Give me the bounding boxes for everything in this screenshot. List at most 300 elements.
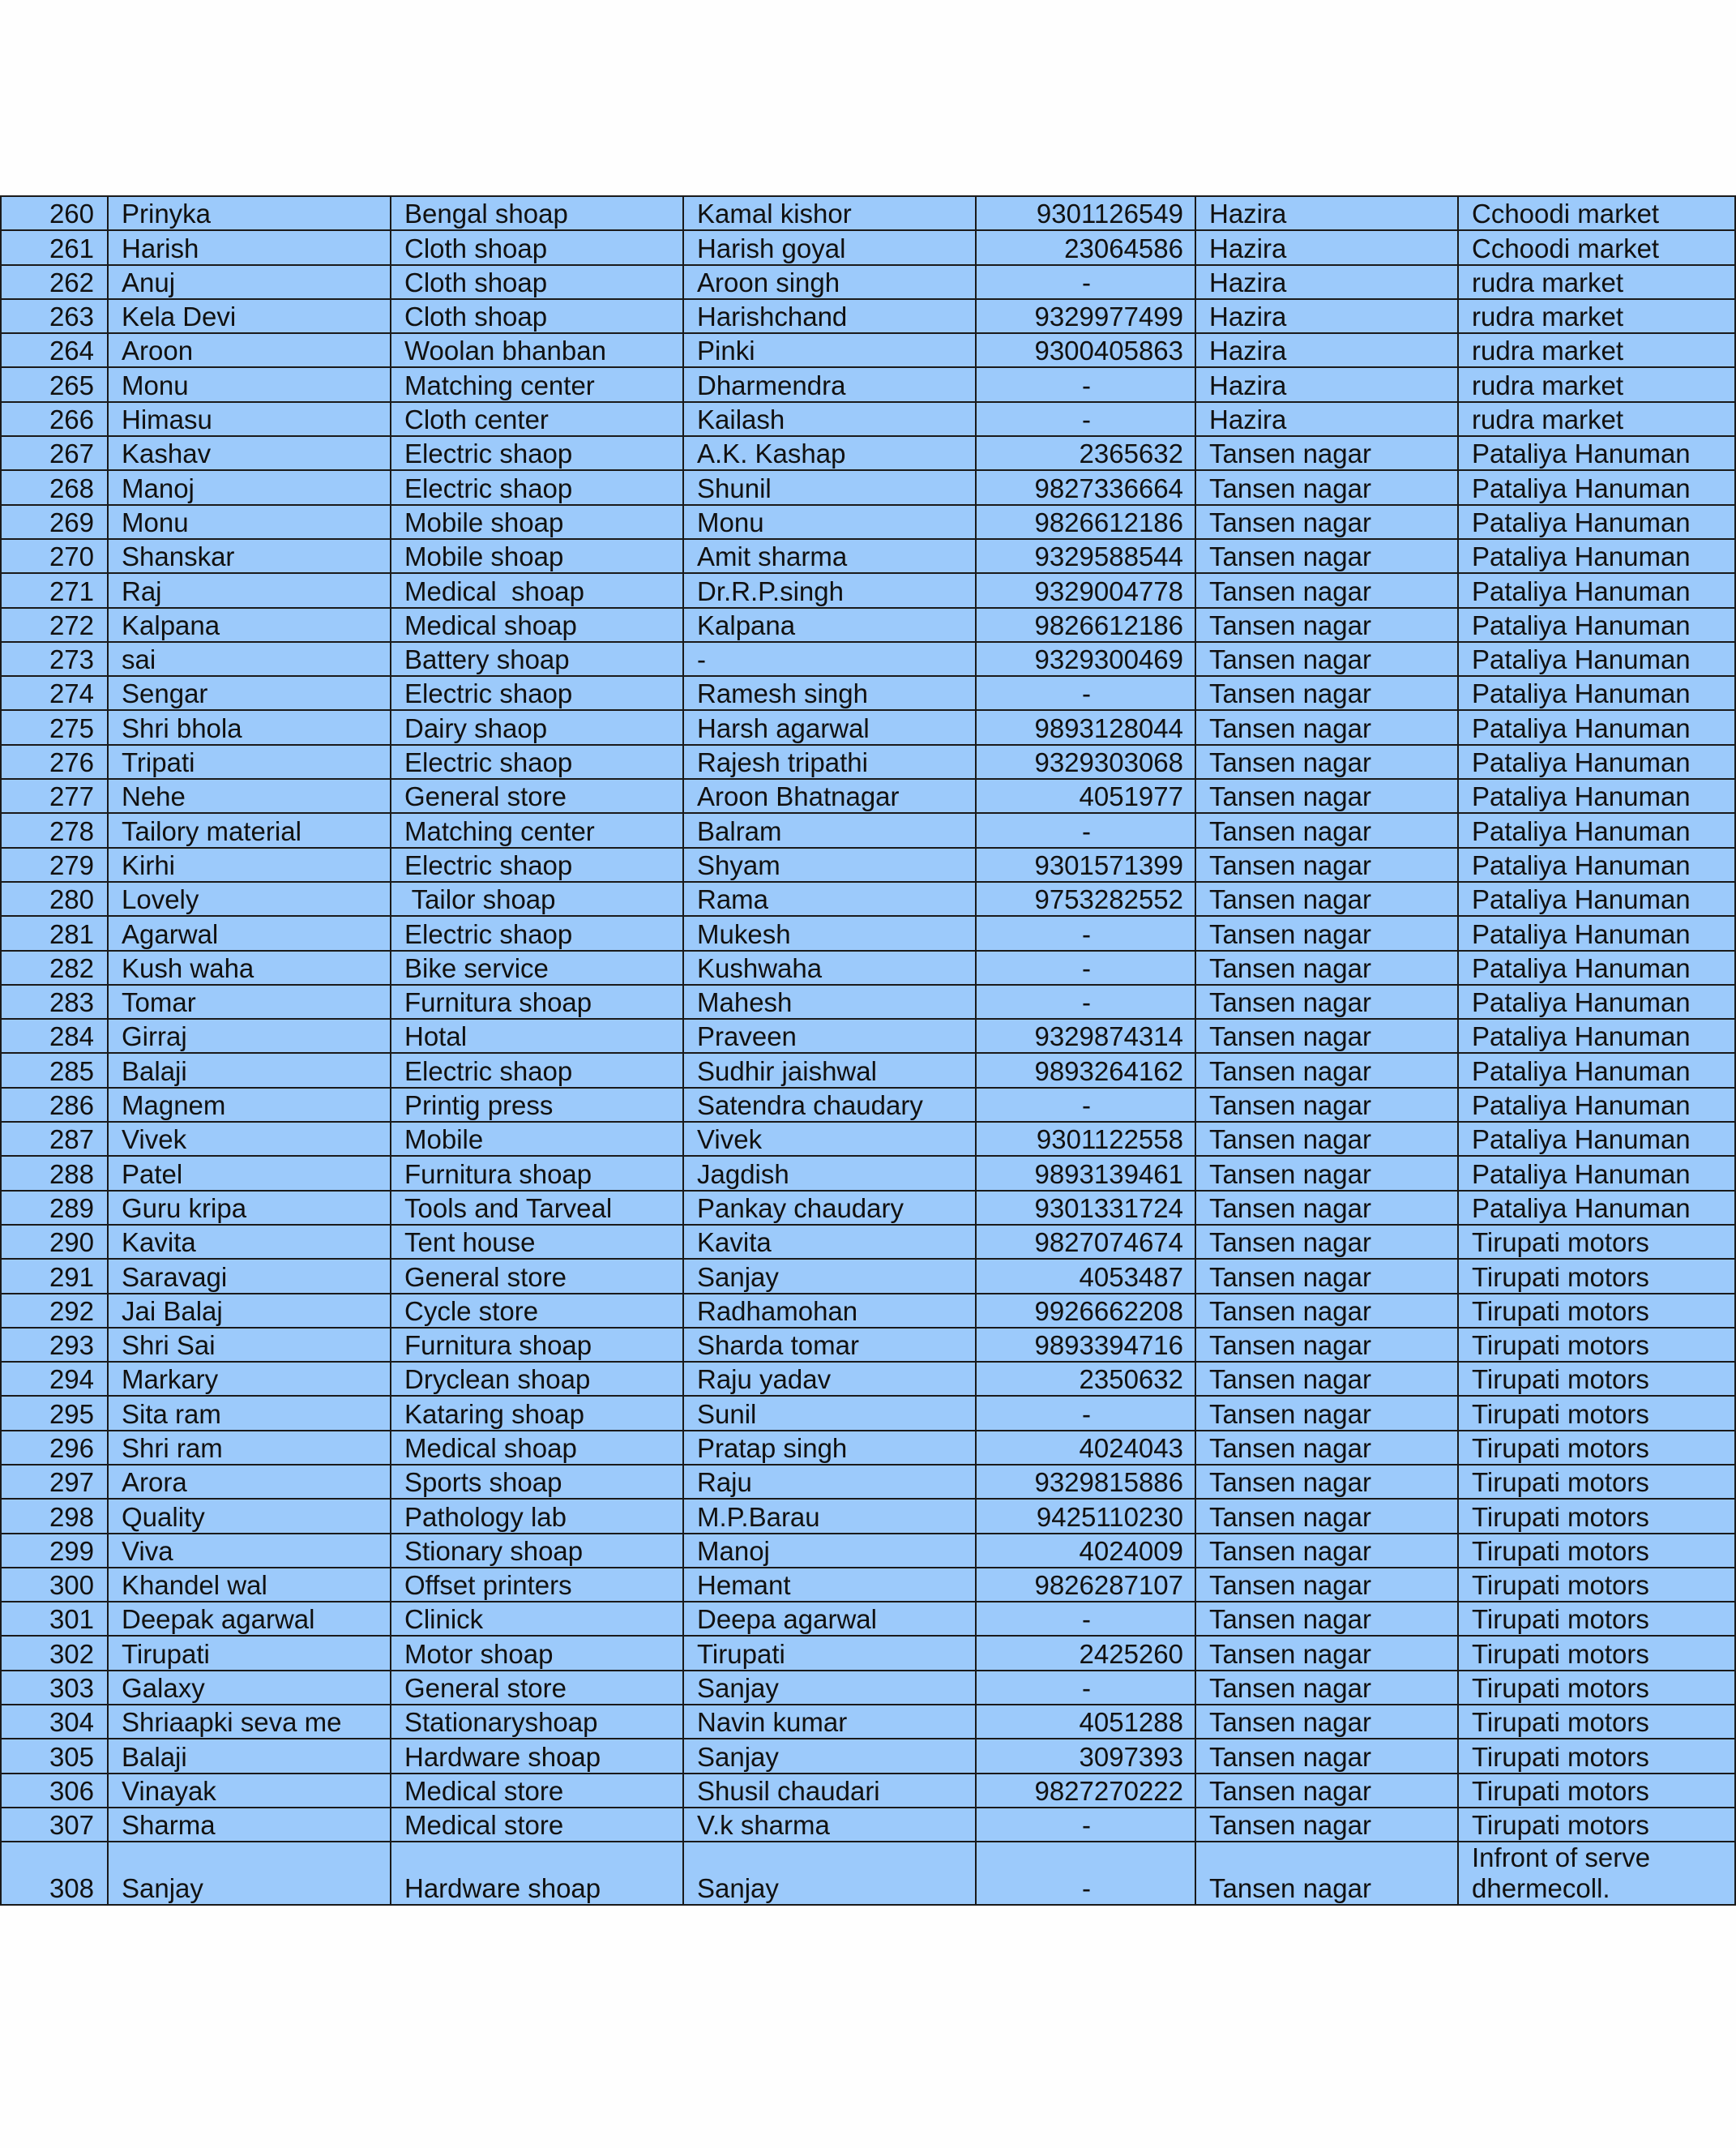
owner-name-cell: Sanjay [683, 1739, 976, 1773]
landmark-cell: Pataliya Hanuman [1458, 1053, 1735, 1087]
owner-name-cell: Kushwaha [683, 951, 976, 985]
shop-type-cell: Mobile shoap [391, 539, 683, 573]
serial-number-cell: 296 [1, 1431, 108, 1465]
landmark-cell: Tirupati motors [1458, 1534, 1735, 1568]
serial-number-cell: 268 [1, 470, 108, 504]
landmark-cell: Pataliya Hanuman [1458, 882, 1735, 916]
owner-name-cell: Pratap singh [683, 1431, 976, 1465]
landmark-cell: Tirupati motors [1458, 1808, 1735, 1842]
area-cell: Tansen nagar [1195, 1294, 1458, 1328]
shop-type-cell: Medical shoap [391, 573, 683, 607]
phone-number-cell: 9301331724 [976, 1191, 1195, 1225]
owner-name-cell: Raju [683, 1465, 976, 1499]
shop-name-cell: Kavita [108, 1225, 391, 1259]
shop-type-cell: Medical shoap [391, 1431, 683, 1465]
landmark-cell: rudra market [1458, 333, 1735, 367]
shop-type-cell: Furnitura shoap [391, 985, 683, 1019]
owner-name-cell: Sanjay [683, 1259, 976, 1293]
serial-number-cell: 283 [1, 985, 108, 1019]
area-cell: Tansen nagar [1195, 779, 1458, 813]
table-row [1, 1396, 1735, 1430]
owner-name-cell: Kavita [683, 1225, 976, 1259]
serial-number-cell: 286 [1, 1088, 108, 1122]
area-cell: Tansen nagar [1195, 436, 1458, 470]
serial-number-cell: 277 [1, 779, 108, 813]
area-cell: Tansen nagar [1195, 848, 1458, 882]
shop-name-cell: Himasu [108, 402, 391, 436]
owner-name-cell: Tirupati [683, 1636, 976, 1670]
serial-number-cell: 295 [1, 1396, 108, 1430]
table-row [1, 436, 1735, 470]
landmark-cell: rudra market [1458, 265, 1735, 299]
serial-number-cell: 293 [1, 1328, 108, 1362]
phone-number-cell: - [976, 813, 1195, 847]
shop-name-cell: Sharma [108, 1808, 391, 1842]
shop-name-cell: Kirhi [108, 848, 391, 882]
owner-name-cell: Hemant [683, 1568, 976, 1602]
owner-name-cell: Harishchand [683, 299, 976, 333]
shop-name-cell: Nehe [108, 779, 391, 813]
serial-number-cell: 290 [1, 1225, 108, 1259]
shop-name-cell: Magnem [108, 1088, 391, 1122]
table-row [1, 1465, 1735, 1499]
shop-type-cell: General store [391, 779, 683, 813]
serial-number-cell: 275 [1, 710, 108, 744]
shop-name-cell: Shri Sai [108, 1328, 391, 1362]
shop-name-cell: Anuj [108, 265, 391, 299]
landmark-cell: Pataliya Hanuman [1458, 676, 1735, 710]
area-cell: Tansen nagar [1195, 1568, 1458, 1602]
area-cell: Tansen nagar [1195, 1534, 1458, 1568]
area-cell: Tansen nagar [1195, 1191, 1458, 1225]
shop-type-cell: Electric shaop [391, 1053, 683, 1087]
owner-name-cell: Radhamohan [683, 1294, 976, 1328]
serial-number-cell: 302 [1, 1636, 108, 1670]
table-row [1, 1636, 1735, 1670]
owner-name-cell: V.k sharma [683, 1808, 976, 1842]
spreadsheet-page [0, 195, 1691, 1906]
landmark-cell: Pataliya Hanuman [1458, 573, 1735, 607]
table-row [1, 367, 1735, 401]
serial-number-cell: 298 [1, 1499, 108, 1533]
owner-name-cell: Aroon Bhatnagar [683, 779, 976, 813]
phone-number-cell: 9826612186 [976, 505, 1195, 539]
phone-number-cell: 9893264162 [976, 1053, 1195, 1087]
owner-name-cell: Jagdish [683, 1156, 976, 1190]
table-row [1, 333, 1735, 367]
table-row [1, 573, 1735, 607]
phone-number-cell: 9329300469 [976, 642, 1195, 676]
area-cell: Tansen nagar [1195, 1431, 1458, 1465]
area-cell: Tansen nagar [1195, 608, 1458, 642]
area-cell: Tansen nagar [1195, 1602, 1458, 1636]
serial-number-cell: 269 [1, 505, 108, 539]
shop-name-cell: Khandel wal [108, 1568, 391, 1602]
area-cell: Tansen nagar [1195, 1019, 1458, 1053]
landmark-cell: rudra market [1458, 299, 1735, 333]
phone-number-cell: - [976, 1088, 1195, 1122]
table-row [1, 265, 1735, 299]
shop-type-cell: Furnitura shoap [391, 1328, 683, 1362]
landmark-cell: Pataliya Hanuman [1458, 1088, 1735, 1122]
shop-name-cell: Tirupati [108, 1636, 391, 1670]
landmark-cell: Pataliya Hanuman [1458, 436, 1735, 470]
phone-number-cell: 4051977 [976, 779, 1195, 813]
shop-name-cell: Deepak agarwal [108, 1602, 391, 1636]
table-row [1, 1294, 1735, 1328]
serial-number-cell: 263 [1, 299, 108, 333]
area-cell: Tansen nagar [1195, 1808, 1458, 1842]
table-row [1, 848, 1735, 882]
owner-name-cell: Kailash [683, 402, 976, 436]
area-cell: Tansen nagar [1195, 1636, 1458, 1670]
shop-type-cell: Medical store [391, 1774, 683, 1808]
serial-number-cell: 291 [1, 1259, 108, 1293]
area-cell: Hazira [1195, 367, 1458, 401]
table-row [1, 1156, 1735, 1190]
landmark-cell: Tirupati motors [1458, 1328, 1735, 1362]
area-cell: Tansen nagar [1195, 710, 1458, 744]
owner-name-cell: Rama [683, 882, 976, 916]
owner-name-cell: Navin kumar [683, 1705, 976, 1739]
table-row [1, 1191, 1735, 1225]
phone-number-cell: - [976, 916, 1195, 950]
shop-type-cell: Bike service [391, 951, 683, 985]
shop-name-cell: Shanskar [108, 539, 391, 573]
serial-number-cell: 267 [1, 436, 108, 470]
table-row [1, 1705, 1735, 1739]
serial-number-cell: 303 [1, 1671, 108, 1705]
serial-number-cell: 273 [1, 642, 108, 676]
area-cell: Tansen nagar [1195, 745, 1458, 779]
landmark-cell: Tirupati motors [1458, 1636, 1735, 1670]
landmark-cell: Pataliya Hanuman [1458, 848, 1735, 882]
shop-name-cell: Tailory material [108, 813, 391, 847]
shop-type-cell: Clinick [391, 1602, 683, 1636]
table-row [1, 985, 1735, 1019]
phone-number-cell: 9329977499 [976, 299, 1195, 333]
shop-type-cell: Medical shoap [391, 608, 683, 642]
shop-type-cell: Dryclean shoap [391, 1362, 683, 1396]
phone-number-cell: 9827336664 [976, 470, 1195, 504]
owner-name-cell: Shunil [683, 470, 976, 504]
phone-number-cell: 9301571399 [976, 848, 1195, 882]
table-row [1, 779, 1735, 813]
area-cell: Tansen nagar [1195, 1465, 1458, 1499]
shop-type-cell: Cloth shoap [391, 265, 683, 299]
serial-number-cell: 270 [1, 539, 108, 573]
shop-name-cell: Galaxy [108, 1671, 391, 1705]
landmark-cell: Pataliya Hanuman [1458, 1191, 1735, 1225]
landmark-cell: Tirupati motors [1458, 1705, 1735, 1739]
phone-number-cell: - [976, 402, 1195, 436]
shop-type-cell: Stationaryshoap [391, 1705, 683, 1739]
shop-name-cell: Kalpana [108, 608, 391, 642]
table-row [1, 676, 1735, 710]
table-row [1, 1808, 1735, 1842]
table-row [1, 299, 1735, 333]
serial-number-cell: 284 [1, 1019, 108, 1053]
landmark-cell: Pataliya Hanuman [1458, 710, 1735, 744]
shop-name-cell: Manoj [108, 470, 391, 504]
serial-number-cell: 306 [1, 1774, 108, 1808]
owner-name-cell: Amit sharma [683, 539, 976, 573]
phone-number-cell: - [976, 1808, 1195, 1842]
shop-name-cell: Girraj [108, 1019, 391, 1053]
shop-name-cell: Agarwal [108, 916, 391, 950]
area-cell: Tansen nagar [1195, 676, 1458, 710]
shop-type-cell: Hotal [391, 1019, 683, 1053]
shop-name-cell: Balaji [108, 1053, 391, 1087]
landmark-cell: Tirupati motors [1458, 1431, 1735, 1465]
shop-type-cell: Electric shaop [391, 470, 683, 504]
table-row [1, 1088, 1735, 1122]
phone-number-cell: 9425110230 [976, 1499, 1195, 1533]
shop-type-cell: Sports shoap [391, 1465, 683, 1499]
area-cell: Tansen nagar [1195, 1774, 1458, 1808]
table-body [1, 196, 1735, 1905]
owner-name-cell: Sharda tomar [683, 1328, 976, 1362]
owner-name-cell: Praveen [683, 1019, 976, 1053]
serial-number-cell: 271 [1, 573, 108, 607]
shop-type-cell: Electric shaop [391, 436, 683, 470]
shop-name-cell: Balaji [108, 1739, 391, 1773]
shop-type-cell: Woolan bhanban [391, 333, 683, 367]
landmark-cell: Pataliya Hanuman [1458, 1122, 1735, 1156]
serial-number-cell: 272 [1, 608, 108, 642]
table-row [1, 230, 1735, 264]
serial-number-cell: 274 [1, 676, 108, 710]
area-cell: Tansen nagar [1195, 1053, 1458, 1087]
owner-name-cell: Dr.R.P.singh [683, 573, 976, 607]
phone-number-cell: 9753282552 [976, 882, 1195, 916]
table-row [1, 1053, 1735, 1087]
owner-name-cell: Pinki [683, 333, 976, 367]
area-cell: Tansen nagar [1195, 1259, 1458, 1293]
phone-number-cell: - [976, 1602, 1195, 1636]
area-cell: Tansen nagar [1195, 916, 1458, 950]
phone-number-cell: - [976, 265, 1195, 299]
landmark-cell: Pataliya Hanuman [1458, 608, 1735, 642]
shop-name-cell: Kashav [108, 436, 391, 470]
shop-type-cell: Cloth shoap [391, 230, 683, 264]
area-cell: Tansen nagar [1195, 642, 1458, 676]
phone-number-cell: 9893394716 [976, 1328, 1195, 1362]
shop-type-cell: Tools and Tarveal [391, 1191, 683, 1225]
shop-name-cell: Vinayak [108, 1774, 391, 1808]
phone-number-cell: 9893139461 [976, 1156, 1195, 1190]
landmark-cell: Tirupati motors [1458, 1225, 1735, 1259]
shop-name-cell: Viva [108, 1534, 391, 1568]
phone-number-cell: 9826612186 [976, 608, 1195, 642]
owner-name-cell: Mukesh [683, 916, 976, 950]
serial-number-cell: 282 [1, 951, 108, 985]
phone-number-cell: 4024043 [976, 1431, 1195, 1465]
area-cell: Tansen nagar [1195, 1396, 1458, 1430]
owner-name-cell: Harish goyal [683, 230, 976, 264]
landmark-cell: Tirupati motors [1458, 1774, 1735, 1808]
owner-name-cell: Shyam [683, 848, 976, 882]
shop-name-cell: Tomar [108, 985, 391, 1019]
phone-number-cell: 3097393 [976, 1739, 1195, 1773]
shop-name-cell: Markary [108, 1362, 391, 1396]
landmark-cell: Tirupati motors [1458, 1294, 1735, 1328]
shop-name-cell: Sanjay [108, 1842, 391, 1905]
shop-type-cell: Battery shoap [391, 642, 683, 676]
shop-name-cell: Monu [108, 367, 391, 401]
landmark-cell: Tirupati motors [1458, 1259, 1735, 1293]
area-cell: Tansen nagar [1195, 813, 1458, 847]
shop-type-cell: Motor shoap [391, 1636, 683, 1670]
phone-number-cell: 2425260 [976, 1636, 1195, 1670]
serial-number-cell: 276 [1, 745, 108, 779]
shop-type-cell: Electric shaop [391, 676, 683, 710]
phone-number-cell: 9300405863 [976, 333, 1195, 367]
serial-number-cell: 278 [1, 813, 108, 847]
landmark-cell: Pataliya Hanuman [1458, 539, 1735, 573]
phone-number-cell: - [976, 1396, 1195, 1430]
shop-type-cell: General store [391, 1671, 683, 1705]
phone-number-cell: 4024009 [976, 1534, 1195, 1568]
serial-number-cell: 262 [1, 265, 108, 299]
phone-number-cell: - [976, 367, 1195, 401]
shop-name-cell: Arora [108, 1465, 391, 1499]
table-row [1, 402, 1735, 436]
phone-number-cell: 4051288 [976, 1705, 1195, 1739]
table-row [1, 1499, 1735, 1533]
landmark-cell: Tirupati motors [1458, 1568, 1735, 1602]
shop-name-cell: Kush waha [108, 951, 391, 985]
shop-type-cell: Bengal shoap [391, 196, 683, 230]
area-cell: Hazira [1195, 196, 1458, 230]
table-row [1, 1671, 1735, 1705]
table-row [1, 1259, 1735, 1293]
owner-name-cell: Manoj [683, 1534, 976, 1568]
shop-type-cell: Cloth center [391, 402, 683, 436]
area-cell: Hazira [1195, 299, 1458, 333]
shop-name-cell: Shri bhola [108, 710, 391, 744]
landmark-cell: Cchoodi market [1458, 196, 1735, 230]
owner-name-cell: Sanjay [683, 1671, 976, 1705]
table-row [1, 1328, 1735, 1362]
serial-number-cell: 288 [1, 1156, 108, 1190]
area-cell: Tansen nagar [1195, 951, 1458, 985]
owner-name-cell: A.K. Kashap [683, 436, 976, 470]
phone-number-cell: - [976, 1842, 1195, 1905]
landmark-cell: Pataliya Hanuman [1458, 1156, 1735, 1190]
serial-number-cell: 287 [1, 1122, 108, 1156]
serial-number-cell: 294 [1, 1362, 108, 1396]
serial-number-cell: 300 [1, 1568, 108, 1602]
serial-number-cell: 260 [1, 196, 108, 230]
area-cell: Hazira [1195, 230, 1458, 264]
shop-type-cell: Printig press [391, 1088, 683, 1122]
shop-name-cell: Shri ram [108, 1431, 391, 1465]
shop-type-cell: Matching center [391, 367, 683, 401]
phone-number-cell: 9301126549 [976, 196, 1195, 230]
landmark-cell: Infront of serve dhermecoll. [1458, 1842, 1735, 1905]
shop-name-cell: Monu [108, 505, 391, 539]
table-row [1, 813, 1735, 847]
table-row [1, 1739, 1735, 1773]
phone-number-cell: 9827270222 [976, 1774, 1195, 1808]
shop-type-cell: Hardware shoap [391, 1842, 683, 1905]
owner-name-cell: Dharmendra [683, 367, 976, 401]
table-row [1, 1122, 1735, 1156]
phone-number-cell: - [976, 1671, 1195, 1705]
shop-name-cell: Quality [108, 1499, 391, 1533]
area-cell: Tansen nagar [1195, 1156, 1458, 1190]
landmark-cell: Pataliya Hanuman [1458, 470, 1735, 504]
shop-type-cell: Stionary shoap [391, 1534, 683, 1568]
area-cell: Tansen nagar [1195, 1842, 1458, 1905]
table-row [1, 1225, 1735, 1259]
serial-number-cell: 289 [1, 1191, 108, 1225]
phone-number-cell: 2365632 [976, 436, 1195, 470]
owner-name-cell: Rajesh tripathi [683, 745, 976, 779]
area-cell: Tansen nagar [1195, 882, 1458, 916]
owner-name-cell: Pankay chaudary [683, 1191, 976, 1225]
phone-number-cell: 9826287107 [976, 1568, 1195, 1602]
shop-name-cell: Prinyka [108, 196, 391, 230]
shop-name-cell: Sengar [108, 676, 391, 710]
owner-name-cell: Sunil [683, 1396, 976, 1430]
shop-name-cell: Lovely [108, 882, 391, 916]
area-cell: Tansen nagar [1195, 1225, 1458, 1259]
shop-type-cell: Electric shaop [391, 916, 683, 950]
area-cell: Tansen nagar [1195, 1705, 1458, 1739]
shop-name-cell: Raj [108, 573, 391, 607]
shop-type-cell: Matching center [391, 813, 683, 847]
landmark-cell: Tirupati motors [1458, 1362, 1735, 1396]
serial-number-cell: 265 [1, 367, 108, 401]
landmark-cell: Tirupati motors [1458, 1396, 1735, 1430]
owner-name-cell: Aroon singh [683, 265, 976, 299]
landmark-cell: Pataliya Hanuman [1458, 1019, 1735, 1053]
table-row [1, 1534, 1735, 1568]
area-cell: Hazira [1195, 265, 1458, 299]
serial-number-cell: 280 [1, 882, 108, 916]
serial-number-cell: 264 [1, 333, 108, 367]
shop-name-cell: sai [108, 642, 391, 676]
phone-number-cell: 9301122558 [976, 1122, 1195, 1156]
owner-name-cell: Raju yadav [683, 1362, 976, 1396]
area-cell: Tansen nagar [1195, 1122, 1458, 1156]
table-row [1, 1842, 1735, 1905]
shop-name-cell: Shriaapki seva me [108, 1705, 391, 1739]
landmark-cell: Pataliya Hanuman [1458, 951, 1735, 985]
landmark-cell: Pataliya Hanuman [1458, 916, 1735, 950]
area-cell: Tansen nagar [1195, 539, 1458, 573]
owner-name-cell: Sudhir jaishwal [683, 1053, 976, 1087]
shop-name-cell: Harish [108, 230, 391, 264]
phone-number-cell: 23064586 [976, 230, 1195, 264]
phone-number-cell: 9329303068 [976, 745, 1195, 779]
table-row [1, 1602, 1735, 1636]
shop-type-cell: Furnitura shoap [391, 1156, 683, 1190]
area-cell: Tansen nagar [1195, 1328, 1458, 1362]
serial-number-cell: 307 [1, 1808, 108, 1842]
landmark-cell: Pataliya Hanuman [1458, 985, 1735, 1019]
table-row [1, 1431, 1735, 1465]
phone-number-cell: - [976, 985, 1195, 1019]
shop-name-cell: Guru kripa [108, 1191, 391, 1225]
shop-type-cell: Electric shaop [391, 745, 683, 779]
shop-type-cell: Medical store [391, 1808, 683, 1842]
shop-type-cell: Pathology lab [391, 1499, 683, 1533]
shop-type-cell: Offset printers [391, 1568, 683, 1602]
landmark-cell: Pataliya Hanuman [1458, 642, 1735, 676]
